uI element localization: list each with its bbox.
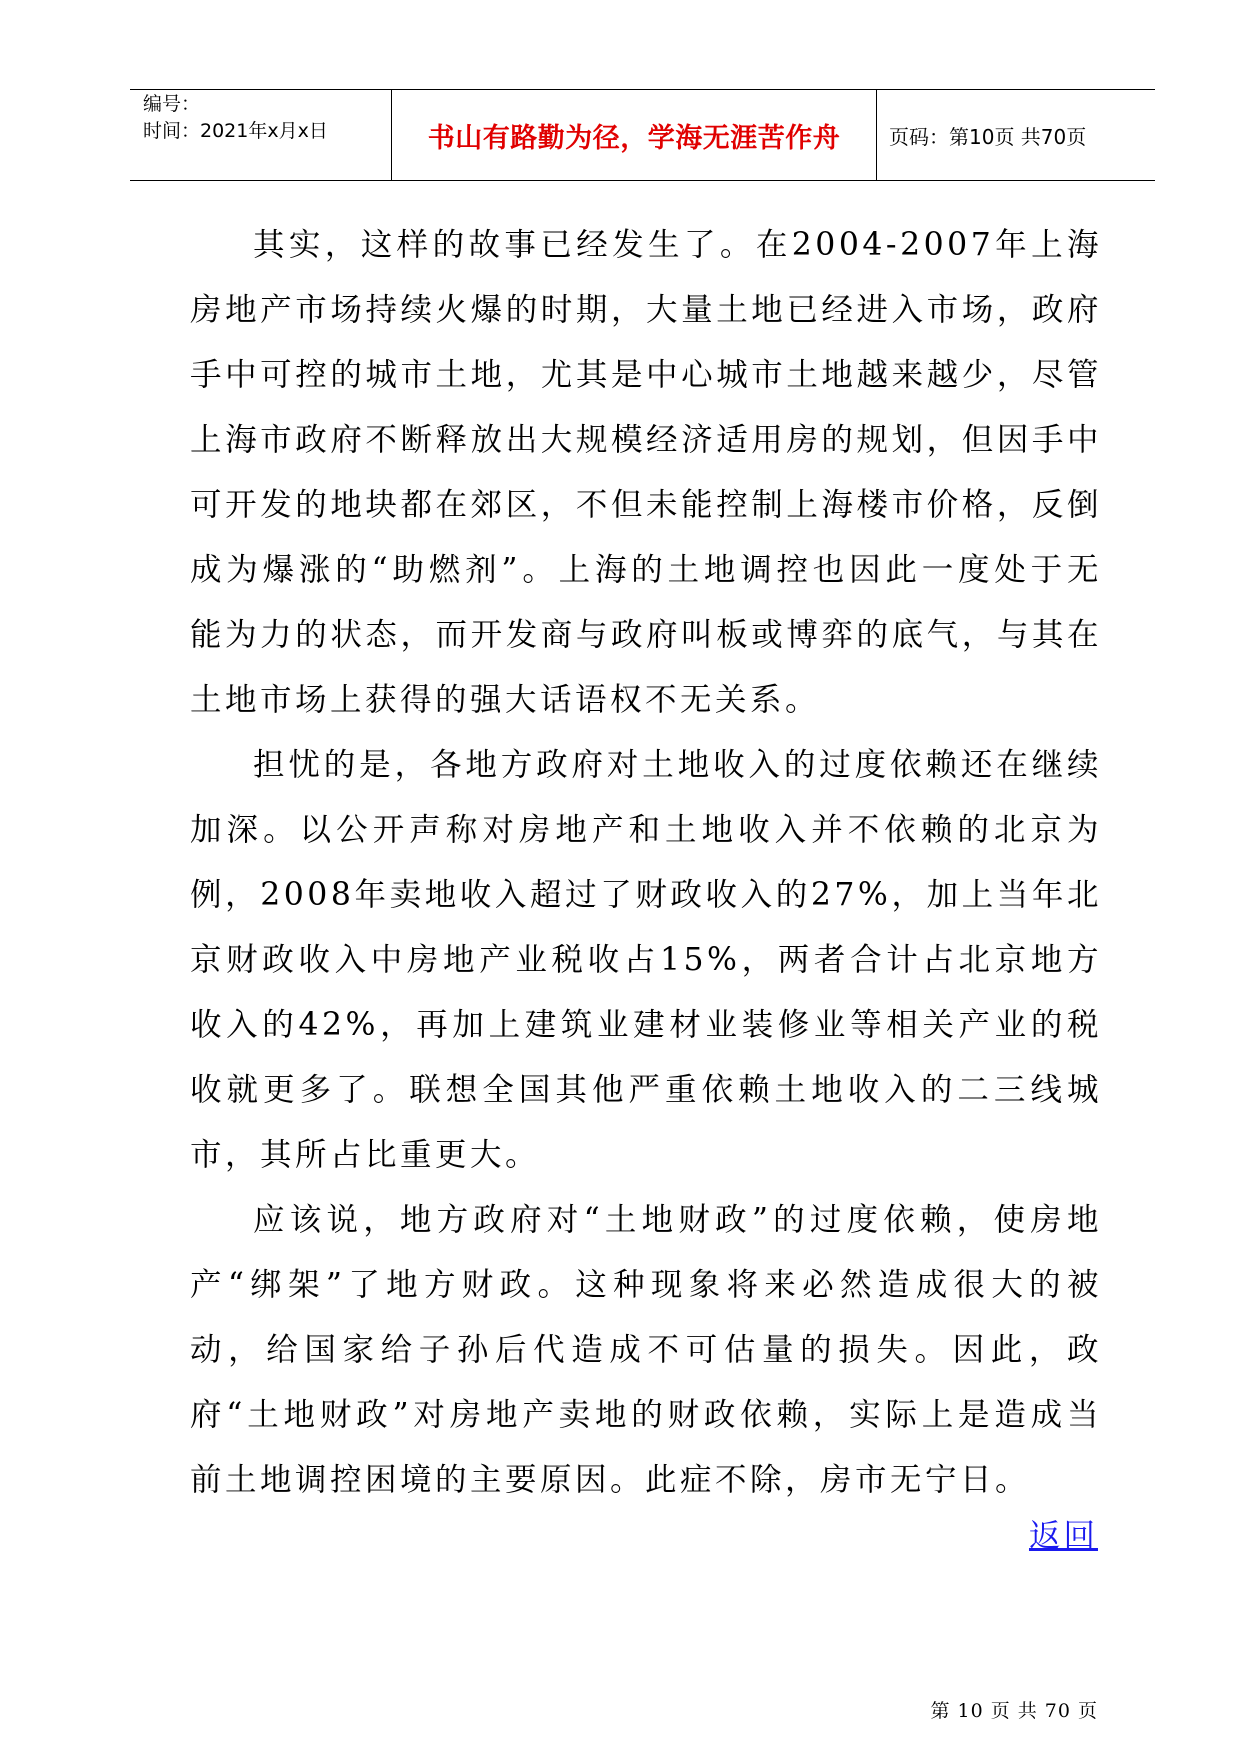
body-paragraph-1: 其实，这样的故事已经发生了。在2004-2007年上海房地产市场持续火爆的时期，大量土地已经进入市场，政府手中可控的城市土地，尤其是中心城市土地越来越少，尽管上海市政府不断释放出大规模经济适用房的规划，但因手中可开发的地块都在郊区，不但未能控制上海楼市价格，反倒成为爆涨的“助燃剂”。上海的土地调控也因此一度处于无能为力的状态，而开发商与政府叫板或博弈的底气，与其在土地市场上获得的强大话语权不无关系。 [190, 227, 1102, 718]
body-paragraph-3: 应该说，地方政府对“土地财政”的过度依赖，使房地产“绑架”了地方财政。这种现象将来必然造成很大的被动，给国家给子孙后代造成不可估量的损失。因此，政府“土地财政”对房地产卖地的财政依赖，实际上是造成当前土地调控困境的主要原因。此症不除，房市无宁日。 [190, 1202, 1102, 1498]
header-motto-cell [392, 90, 877, 180]
document-header [130, 89, 1155, 181]
header-page-cell [877, 90, 1155, 180]
document-time-label: 时间：2021年x月x日 [143, 120, 328, 142]
document-number-label: 编号： [143, 93, 201, 115]
page-footer: 第 10 页 共 70 页 [930, 1700, 1098, 1722]
header-motto: 书山有路勤为径，学海无涯苦作舟 [427, 122, 841, 154]
document-body [190, 213, 1102, 1513]
header-info-cell [130, 90, 392, 180]
body-paragraph-2: 担忧的是，各地方政府对土地收入的过度依赖还在继续加深。以公开声称对房地产和土地收入并不依赖的北京为例，2008年卖地收入超过了财政收入的27%，加上当年北京财政收入中房地产业税收占15%，两者合计占北京地方收入的42%，再加上建筑业建材业装修业等相关产业的税收就更多了。联想全国其他严重依赖土地收入的二三线城市，其所占比重更大。 [190, 747, 1102, 1173]
back-link[interactable]: 返回 [1028, 1518, 1098, 1554]
header-page-code: 页码：第10页 共70页 [889, 124, 1087, 149]
